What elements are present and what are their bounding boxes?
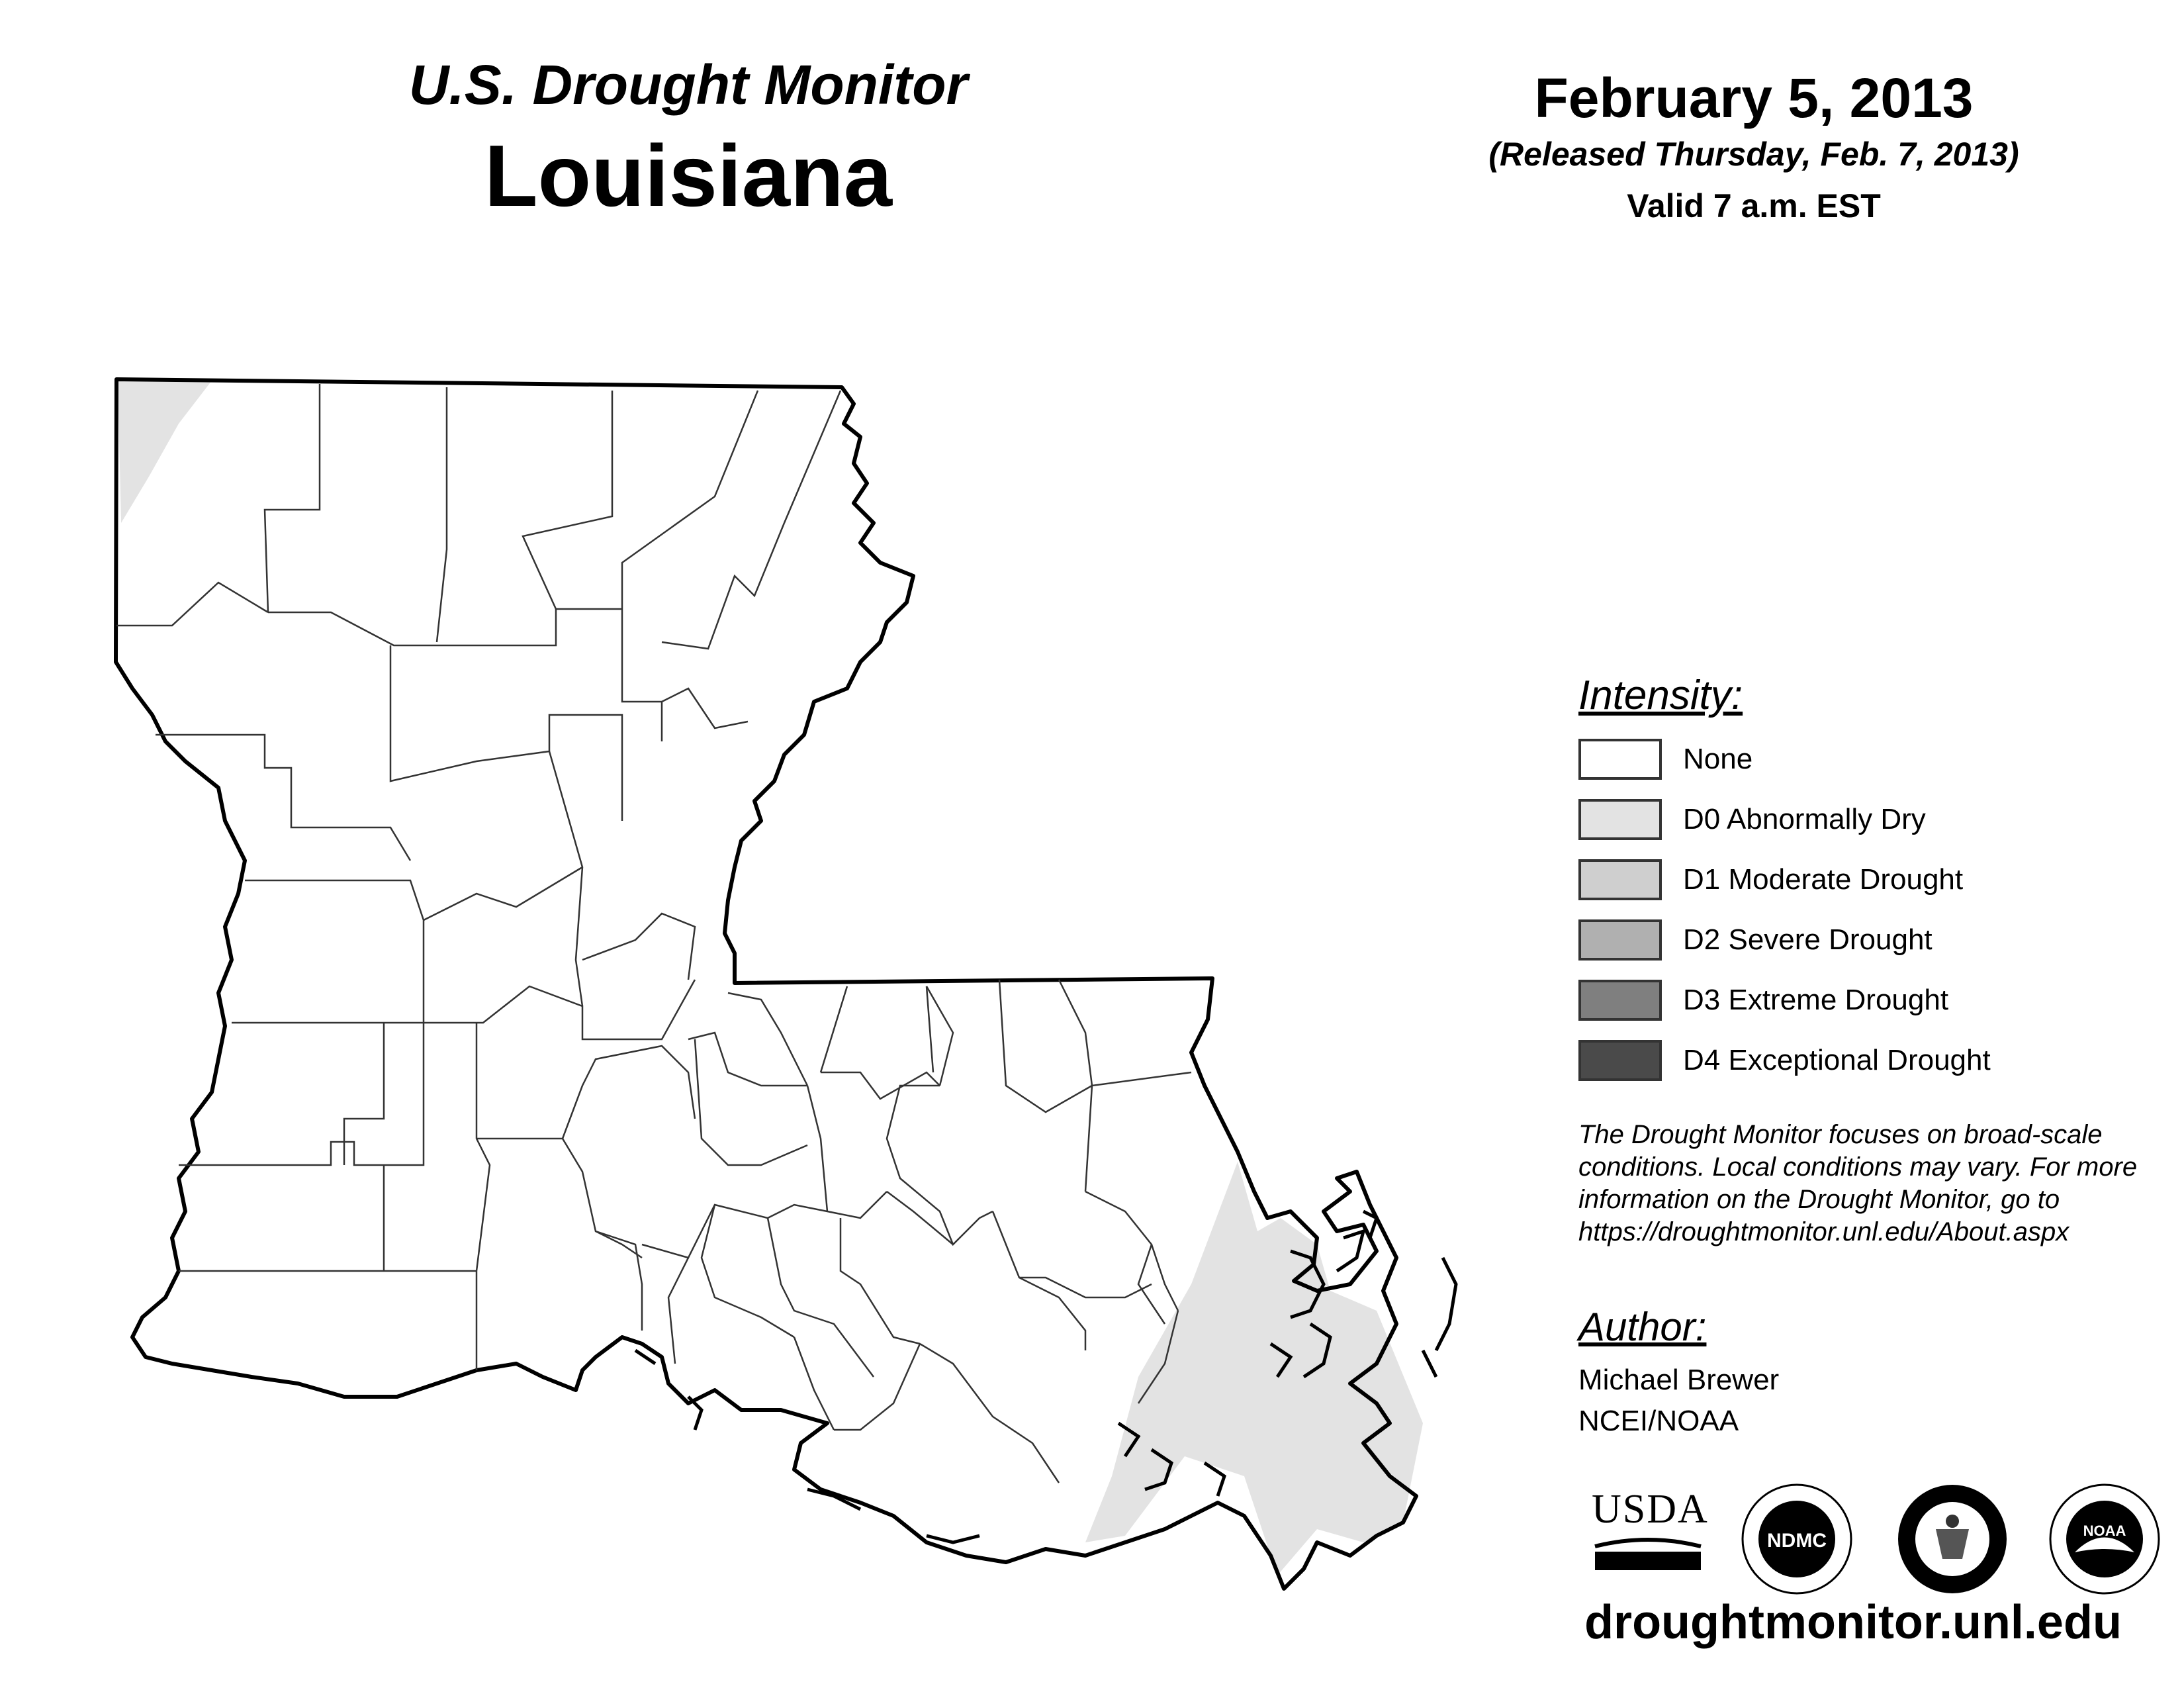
legend-item — [1578, 796, 1926, 843]
legend-label: D2 Severe Drought — [1683, 923, 1933, 956]
valid-time: Valid 7 a.m. EST — [1627, 187, 1881, 224]
legend-swatch — [1578, 739, 1662, 780]
ndmc-seal — [1741, 1483, 1853, 1595]
ndmc-logo — [1741, 1483, 1853, 1595]
legend-heading: Intensity: — [1578, 673, 1743, 718]
release-date: (Released Thursday, Feb. 7, 2013) — [1488, 136, 2019, 173]
author-org: NCEI/NOAA — [1578, 1405, 1739, 1437]
legend-swatch — [1578, 980, 1662, 1021]
noaa-seal — [2048, 1483, 2161, 1595]
footer-url[interactable]: droughtmonitor.unl.edu — [1584, 1596, 2122, 1649]
legend-label: D3 Extreme Drought — [1683, 984, 1949, 1016]
map-date: February 5, 2013 — [1534, 67, 1974, 129]
parish-boundaries — [116, 384, 1191, 1483]
legend-item — [1578, 917, 1933, 963]
usda-logo-mark — [1592, 1533, 1704, 1573]
legend-label: D1 Moderate Drought — [1683, 863, 1964, 896]
author-name: Michael Brewer — [1578, 1364, 1780, 1396]
ndmc-logo-text: NDMC — [1767, 1530, 1827, 1552]
noaa-logo-text: NOAA — [2083, 1523, 2126, 1539]
disclaimer-note: The Drought Monitor focuses on broad-scale conditions. Local conditions may vary. For more information on the Drought Monitor, go to https://droughtmonitor.unl.edu/About.aspx — [1578, 1120, 2138, 1246]
legend-swatch — [1578, 859, 1662, 900]
legend-item — [1578, 977, 1948, 1023]
author-heading: Author: — [1578, 1305, 1707, 1349]
map-title: U.S. Drought Monitor — [408, 54, 968, 116]
usda-logo — [1592, 1486, 1709, 1566]
legend-label: D0 Abnormally Dry — [1683, 803, 1926, 835]
commerce-seal-graphic — [1896, 1483, 2009, 1595]
commerce-seal — [1896, 1483, 2009, 1595]
legend-swatch — [1578, 919, 1662, 961]
state-name: Louisiana — [484, 127, 893, 224]
legend-label: D4 Exceptional Drought — [1683, 1044, 1991, 1076]
noaa-logo — [2048, 1483, 2161, 1595]
legend-swatch — [1578, 1040, 1662, 1081]
legend-item — [1578, 736, 1752, 782]
usda-logo-text: USDA — [1592, 1487, 1709, 1532]
legend-swatch — [1578, 799, 1662, 840]
drought-area-d0-northwest — [118, 381, 212, 523]
legend-item — [1578, 857, 1963, 903]
legend-item — [1578, 1037, 1991, 1084]
legend-label: None — [1683, 743, 1753, 775]
